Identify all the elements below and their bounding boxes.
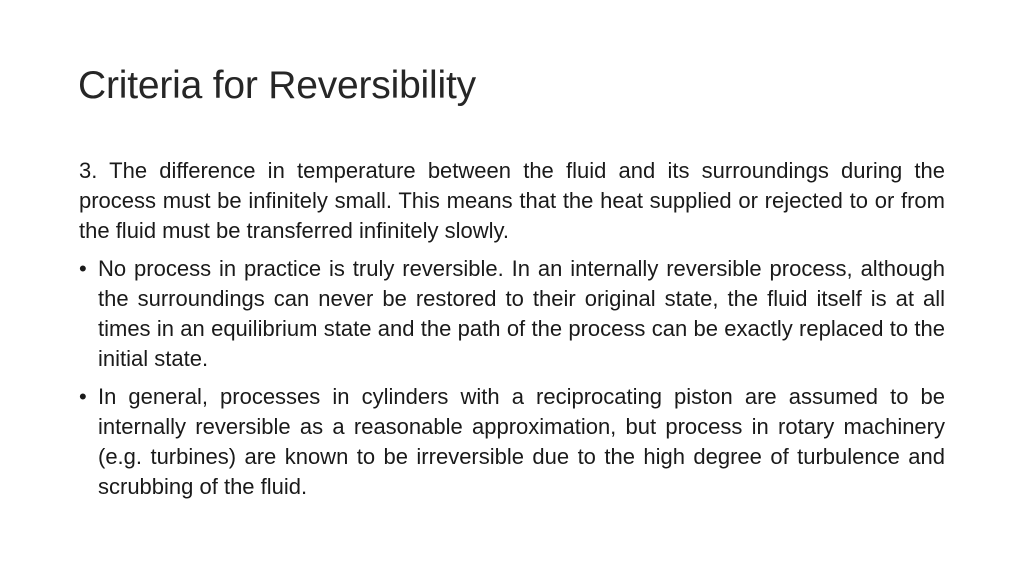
bullet-item <box>79 254 945 374</box>
bullet-text: No process in practice is truly reversible. In an internally reversible process, although the surroundings can never be restored to their original state, the fluid itself is at all times in an equilibrium state and the path of the process can be exactly replaced to the initial state. <box>98 256 945 371</box>
bullet-icon: • <box>79 384 87 409</box>
bullet-icon: • <box>79 256 87 281</box>
slide-content <box>79 156 945 510</box>
numbered-paragraph: 3. The difference in temperature between the fluid and its surroundings during the process must be infinitely small. This means that the heat supplied or rejected to or from the fluid must be transferred infinitely slowly. <box>79 158 945 243</box>
bullet-text: In general, processes in cylinders with a reciprocating piston are assumed to be internally reversible as a reasonable approximation, but process in rotary machinery (e.g. turbines) are known to be irreversible due to the high degree of turbulence and scrubbing of the fluid. <box>98 384 945 499</box>
bullet-item <box>79 382 945 502</box>
slide-title: Criteria for Reversibility <box>78 64 476 107</box>
